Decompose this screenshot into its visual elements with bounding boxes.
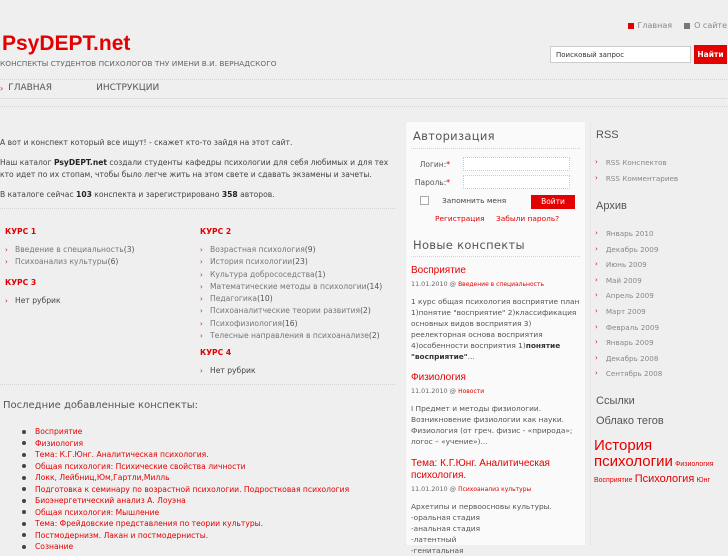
tag-link[interactable]: Восприятие [594,477,633,484]
bullet-icon [22,545,26,549]
chevron-right-icon: › [200,246,203,254]
category-link[interactable]: › История психологии (23) [200,256,382,268]
tag-cloud [594,439,728,488]
category-link[interactable]: › Математические методы в психологии (14) [200,281,382,293]
latest-note-link[interactable]: Биоэнергетический анализ А. Лоуэна [22,495,349,507]
bullet-icon [22,533,26,537]
chevron-right-icon: › [595,306,598,315]
rss-link[interactable]: › RSS Комментариев [595,171,678,187]
password-label: Пароль:* [414,177,450,187]
category-link[interactable]: › Введение в специальность (3) [5,244,135,256]
archive-link[interactable]: › Сентябрь 2008 [595,366,662,382]
bullet-icon [22,522,26,526]
post [411,458,583,556]
search-input[interactable] [550,46,691,63]
tag-cloud-title: Облако тегов [596,415,664,427]
chevron-right-icon: › [595,275,598,284]
divider [411,256,580,257]
post-excerpt: Архетипы и первоосновы культуры. -оральная стадия -анальная стадия -латентный -генитальная [411,502,552,555]
remember-checkbox[interactable] [420,196,429,205]
category-link[interactable]: › Телесные направления в психоанализе (2) [200,330,382,342]
top-link-home[interactable]: Главная [628,21,673,30]
password-input[interactable] [463,175,570,189]
chevron-right-icon: › [200,307,203,316]
post-meta: 11.01.2010 @ Психоанализ культуры [411,485,532,493]
chevron-right-icon: › [200,332,203,341]
password-row [406,175,570,189]
course-title: КУРС 2 [200,227,232,236]
post-category-link[interactable]: Психоанализ культуры [458,486,532,493]
remember-label: Запомнить меня [442,196,507,205]
archive-link[interactable]: › Май 2009 [595,273,662,289]
latest-note-link[interactable]: Сознание [22,541,349,553]
authors-count: 358 [221,190,238,199]
intro-line-1: А вот и конспект который все ищут! - скажет кто-то зайдя на этот сайт. [0,138,293,147]
chevron-right-icon: › [200,282,203,291]
course-3 [5,278,61,307]
info-icon [684,23,690,29]
login-label: Логин:* [419,159,450,169]
middle-sidebar [405,122,585,555]
top-link-about[interactable]: О сайте [684,21,727,30]
post-title[interactable]: Восприятие [411,265,466,276]
course-title: КУРС 4 [200,348,232,357]
bullet-icon [22,510,26,514]
latest-notes-title: Последние добавленные конспекты: [3,400,199,411]
archive-link[interactable]: › Апрель 2009 [595,288,662,304]
chevron-right-icon: › [595,229,598,237]
chevron-right-icon: › [200,367,203,375]
bullet-icon [22,476,26,480]
category-link[interactable]: › Возрастная психология (9) [200,244,382,256]
new-notes-title: Новые конспекты [413,238,525,252]
notes-count: 103 [76,190,92,199]
post-title[interactable]: Тема: К.Г.Юнг. Аналитическая психология. [411,458,550,481]
archive-link[interactable]: › Июнь 2009 [595,257,662,273]
chevron-right-icon: › [595,244,598,253]
chevron-right-icon: › [0,83,4,93]
rss-list [595,155,678,186]
right-sidebar [590,122,727,545]
auth-title: Авторизация [413,129,495,143]
bullet-icon [22,441,26,445]
top-links [628,21,727,30]
post-category-link[interactable]: Новости [458,388,485,395]
tag-link[interactable]: Юнг [696,477,711,484]
course-title: КУРС 1 [5,227,37,236]
search-button[interactable]: Найти [694,45,727,64]
latest-note-link[interactable]: Тема: Фрейдовские представления по теории культуры. [22,518,349,530]
chevron-right-icon: › [200,258,203,267]
post [411,372,583,447]
rss-link[interactable]: › RSS Конспектов [595,155,678,171]
divider [0,106,727,107]
divider [411,148,580,149]
divider [0,98,727,99]
divider [0,79,727,80]
latest-note-link[interactable]: Подготовка к семинару по возрастной психологии. Подростковая психология [22,484,349,496]
nav-item-instructions[interactable]: ИНСТРУКЦИИ [96,83,160,93]
chevron-right-icon: › [5,297,8,305]
bullet-icon [22,430,26,434]
course-title: КУРС 3 [5,278,37,287]
latest-note-link[interactable]: Тема: К.Г.Юнг. Аналитическая психология. [22,449,349,461]
tag-link[interactable]: Физиология [675,461,714,468]
category-link[interactable]: › Культура добрососедства (1) [200,269,382,281]
no-categories: › Нет рубрик [200,365,256,377]
chevron-right-icon: › [595,173,598,182]
archive-link[interactable]: › Март 2009 [595,304,662,320]
login-row [406,157,570,171]
latest-note-link[interactable]: Локк, Лейбниц,Юм,Гартли,Милль [22,472,349,484]
bullet-icon [22,487,26,491]
post-meta: 11.01.2010 @ Введение в специальность [411,280,544,288]
login-input[interactable] [463,157,570,171]
latest-note-link[interactable]: Постмодернизм. Лакан и постмодернисты. [22,530,349,542]
divider [0,208,395,209]
latest-note-link[interactable]: Физиология [22,438,349,450]
bullet-icon [22,453,26,457]
chevron-right-icon: › [595,158,598,166]
archive-link[interactable]: › Январь 2010 [595,226,662,242]
chevron-right-icon: › [595,322,598,331]
chevron-right-icon: › [595,291,598,300]
chevron-right-icon: › [200,270,203,279]
site-tagline: КОНСПЕКТЫ СТУДЕНТОВ ПСИХОЛОГОВ ТНУ ИМЕНИ В.И. ВЕРНАДСКОГО [0,59,277,68]
category-link[interactable]: › Педагогика (10) [200,293,382,305]
chevron-right-icon: › [200,319,203,328]
post-title[interactable]: Физиология [411,372,466,383]
bullet-icon [22,464,26,468]
post-excerpt: I Предмет и методы физиологии. Возникновение физиологии как науки. Физиология (от греч. физис - «природа»; логос – «учение»)... [411,404,573,446]
no-categories: › Нет рубрик [5,295,61,307]
post [411,265,583,362]
chevron-right-icon: › [595,260,598,269]
category-link[interactable]: › Психофизиология (16) [200,318,382,330]
divider [0,384,395,385]
post-excerpt: 1 курс общая психология восприятие план 1)понятие "восприятие" 2)классификация основных видов восприятия 3) реелекторная основа восприятия 4)особенности восприятия 1)понятие "восприятие"... [411,297,580,361]
latest-note-link[interactable]: Общая психология: Психические свойства личности [22,461,349,473]
forgot-password-link[interactable]: Забыли пароль? [496,214,560,223]
home-icon [628,23,634,29]
intro-line-2: Наш каталог PsyDEPT.net создали студенты кафедры психологии для себя любимых и для тех кто идет по их стопам, чтобы было легче жить на этом свете и сдавать экзамены и зачеты. [0,158,389,179]
category-link[interactable]: › Психоаналитческие теории развития (2) [200,305,382,317]
chevron-right-icon: › [5,258,8,267]
archive-list [595,226,662,382]
chevron-right-icon: › [595,369,598,378]
archive-link[interactable]: › Декабрь 2008 [595,351,662,367]
site-logo[interactable]: PsyDEPT.net [2,32,131,55]
chevron-right-icon: › [595,353,598,362]
latest-note-link[interactable]: Общая психология: Мышление [22,507,349,519]
chevron-right-icon: › [200,295,203,304]
archive-link[interactable]: › Февраль 2009 [595,320,662,336]
tag-link[interactable]: Психология [634,473,695,485]
main-nav [0,83,195,93]
chevron-right-icon: › [5,246,8,254]
bullet-icon [22,499,26,503]
course-2 [200,227,382,342]
links-title: Ссылки [596,395,635,407]
archive-title: Архив [596,200,627,212]
tag-link[interactable]: История психологии [594,437,673,470]
intro-text [0,137,395,209]
latest-notes-list [22,426,349,553]
course-4 [200,348,256,377]
post-meta: 11.01.2010 @ Новости [411,387,485,395]
post-category-link[interactable]: Введение в специальность [458,281,544,288]
intro-line-3: В каталоге сейчас 103 конспекта и зарегистрировано 358 авторов. [0,190,275,199]
rss-title: RSS [596,129,619,141]
archive-link[interactable]: › Декабрь 2009 [595,242,662,258]
category-link[interactable]: › Психоанализ культуры (6) [5,256,135,268]
latest-note-link[interactable]: Восприятие [22,426,349,438]
nav-item-home[interactable]: › ГЛАВНАЯ [0,83,52,93]
login-button[interactable]: Войти [531,195,575,209]
chevron-right-icon: › [595,338,598,347]
register-link[interactable]: Регистрация [435,214,485,223]
course-1 [5,227,135,269]
archive-link[interactable]: › Январь 2009 [595,335,662,351]
